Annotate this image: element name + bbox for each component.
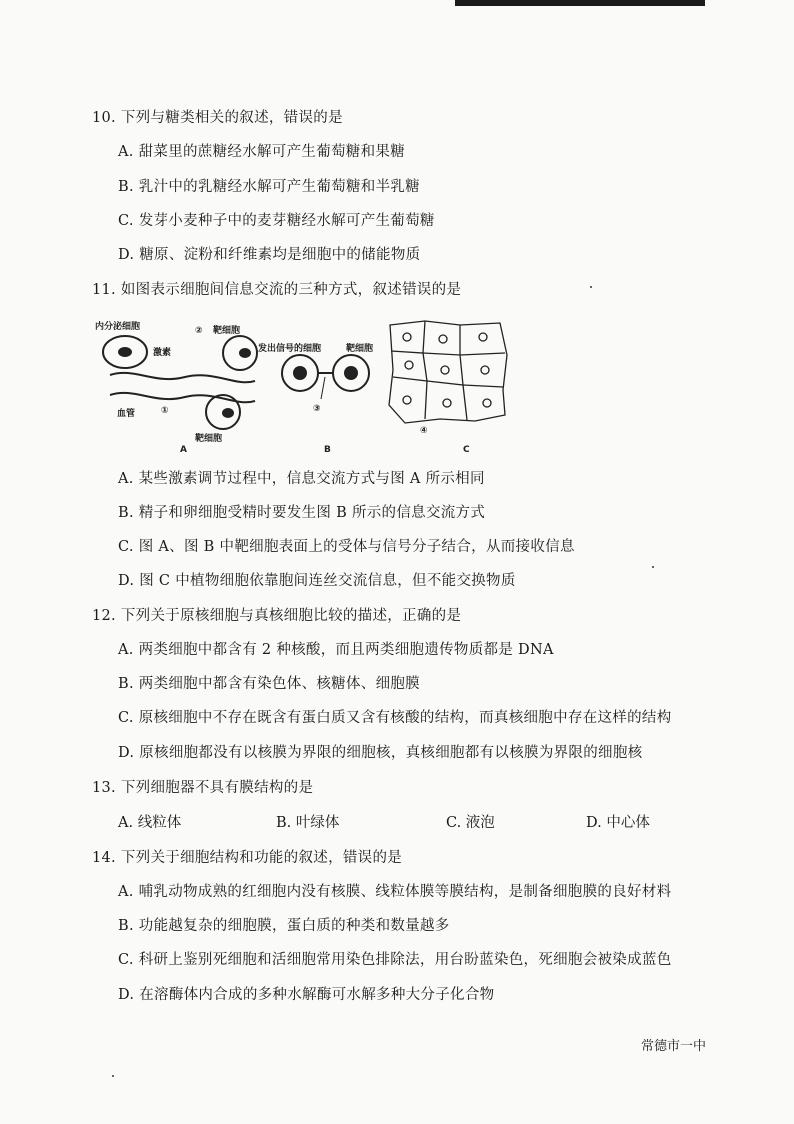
mark-3-pointer: [321, 377, 325, 399]
question-10-option-c: C. 发芽小麦种子中的麦芽糖经水解可产生葡萄糖: [118, 213, 435, 229]
scan-speck: [652, 566, 654, 568]
question-14-title: 14. 下列关于细胞结构和功能的叙述，错误的是: [92, 850, 403, 866]
cell-communication-figure: [95, 315, 515, 455]
label-hormone: 激素: [153, 348, 172, 358]
endocrine-nucleus: [118, 347, 132, 357]
label-endocrine-cell: 内分泌细胞: [95, 322, 141, 332]
label-mark-1: ①: [161, 406, 169, 416]
label-target-top: 靶细胞: [213, 326, 241, 336]
blood-vessel-top-wall: [110, 373, 255, 382]
question-13-option-b: B. 叶绿体: [276, 815, 340, 831]
label-target-bottom: 靶细胞: [195, 434, 223, 444]
scan-speck: [112, 1075, 114, 1077]
footer-school: 常德市一中: [640, 1039, 706, 1054]
label-vessel: 血管: [117, 409, 136, 419]
label-mark-2: ②: [195, 326, 203, 336]
question-11-option-c: C. 图 A、图 B 中靶细胞表面上的受体与信号分子结合，从而接收信息: [118, 539, 575, 555]
question-12-title: 12. 下列关于原核细胞与真核细胞比较的描述，正确的是: [92, 608, 462, 624]
panel-a-label: A: [180, 445, 187, 455]
question-13-option-d: D. 中心体: [586, 815, 650, 831]
question-14-option-b: B. 功能越复杂的细胞膜，蛋白质的种类和数量越多: [118, 918, 450, 934]
question-12-option-c: C. 原核细胞中不存在既含有蛋白质又含有核酸的结构，而真核细胞中存在这样的结构: [118, 710, 672, 726]
question-14-option-c: C. 科研上鉴别死细胞和活细胞常用染色排除法，用台盼蓝染色，死细胞会被染成蓝色: [118, 952, 672, 968]
question-10-option-a: A. 甜菜里的蔗糖经水解可产生葡萄糖和果糖: [118, 144, 405, 160]
label-mark-3: ③: [313, 404, 321, 414]
panel-c-label: C: [463, 445, 470, 455]
label-mark-4: ④: [420, 426, 428, 436]
question-13-option-a: A. 线粒体: [118, 815, 182, 831]
plant-cell-tissue: [389, 321, 507, 423]
question-12-option-b: B. 两类细胞中都含有染色体、核糖体、细胞膜: [118, 676, 420, 692]
top-edge-bar: [455, 0, 705, 6]
question-10-title: 10. 下列与糖类相关的叙述，错误的是: [92, 110, 343, 126]
question-10-option-d: D. 糖原、淀粉和纤维素均是细胞中的储能物质: [118, 247, 421, 263]
question-12-option-d: D. 原核细胞都没有以核膜为界限的细胞核，真核细胞都有以核膜为界限的细胞核: [118, 745, 643, 761]
question-10-option-b: B. 乳汁中的乳糖经水解可产生葡萄糖和半乳糖: [118, 179, 420, 195]
question-13-title: 13. 下列细胞器不具有膜结构的是: [92, 780, 314, 796]
panel-b-label: B: [324, 445, 331, 455]
scan-speck: [590, 286, 592, 288]
question-14-option-a: A. 哺乳动物成熟的红细胞内没有核膜、线粒体膜等膜结构，是制备细胞膜的良好材料: [118, 884, 672, 900]
label-sender-cell: 发出信号的细胞: [258, 344, 322, 354]
target-b-nucleus: [344, 366, 358, 380]
sender-nucleus: [293, 366, 307, 380]
question-12-option-a: A. 两类细胞中都含有 2 种核酸，而且两类细胞遗传物质都是 DNA: [118, 642, 554, 658]
question-11-option-a: A. 某些激素调节过程中，信息交流方式与图 A 所示相同: [118, 471, 485, 487]
question-11-title: 11. 如图表示细胞间信息交流的三种方式，叙述错误的是: [92, 282, 462, 298]
question-14-option-d: D. 在溶酶体内合成的多种水解酶可水解多种大分子化合物: [118, 987, 495, 1003]
cell-communication-diagram: [95, 315, 515, 455]
question-11-option-d: D. 图 C 中植物细胞依靠胞间连丝交流信息，但不能交换物质: [118, 573, 516, 589]
target-cell-bottom-nucleus: [222, 408, 234, 418]
question-13-option-c: C. 液泡: [446, 815, 495, 831]
label-target-b: 靶细胞: [346, 344, 374, 354]
target-cell-top-nucleus: [239, 348, 251, 358]
question-11-option-b: B. 精子和卵细胞受精时要发生图 B 所示的信息交流方式: [118, 505, 486, 521]
